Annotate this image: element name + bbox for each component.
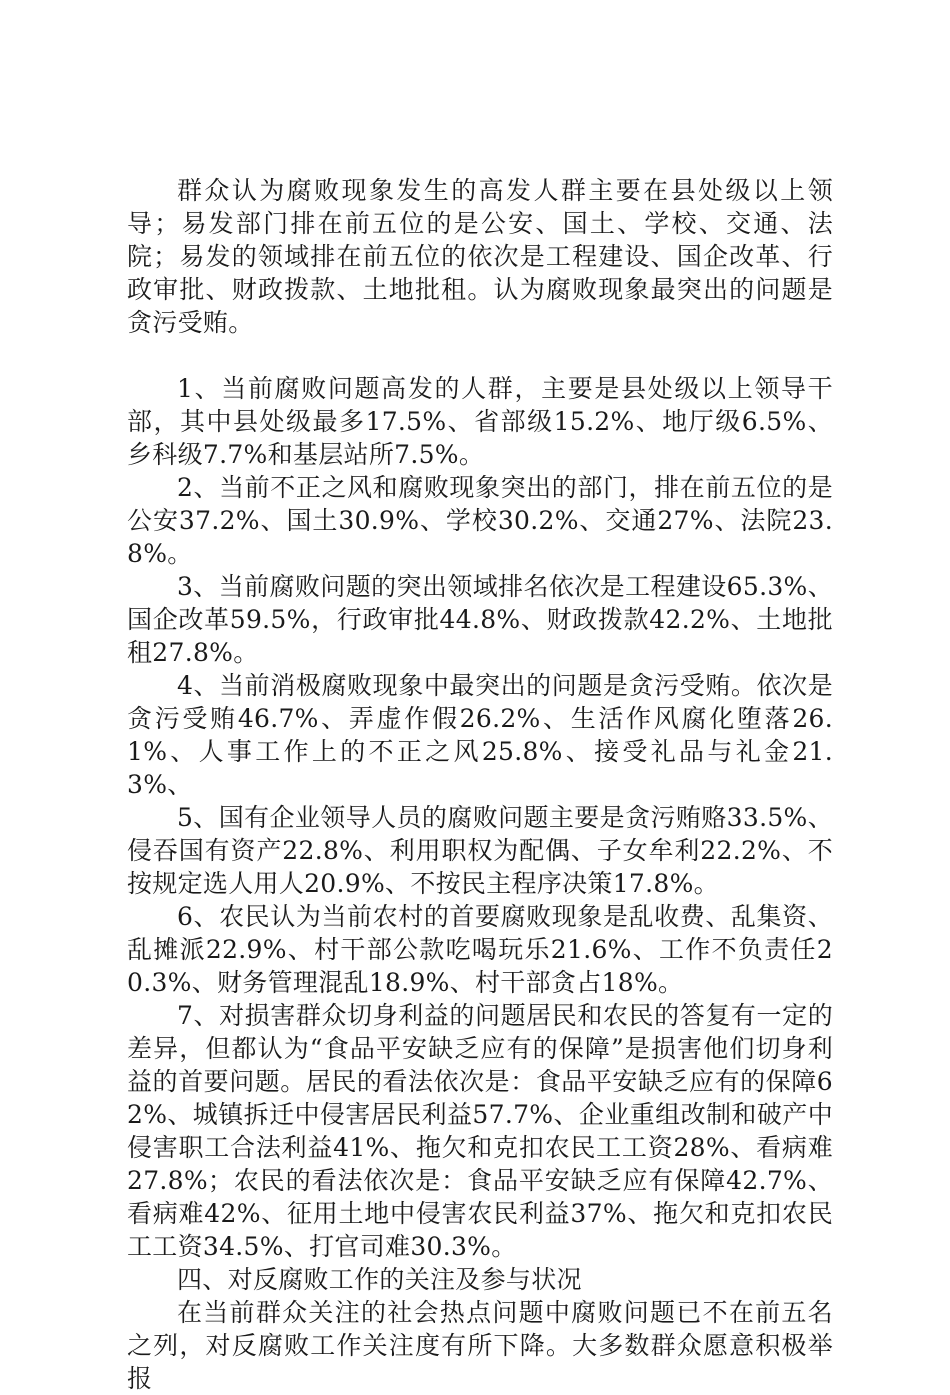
item-2-paragraph: 2、当前不正之风和腐败现象突出的部门，排在前五位的是公安37.2%、国土30.9%、学校30.2%、交通27%、法院23.8%。 (127, 473, 833, 568)
summary-paragraph: 群众认为腐败现象发生的高发人群主要在县处级以上领导；易发部门排在前五位的是公安、国土、学校、交通、法院；易发的领域排在前五位的依次是工程建设、国企改革、行政审批、财政拨款、土地批租。认为腐败现象最突出的问题是贪污受贿。 (127, 176, 833, 337)
item-7-paragraph: 7、对损害群众切身利益的问题居民和农民的答复有一定的差异，但都认为“食品平安缺乏应有的保障”是损害他们切身利益的首要问题。居民的看法依次是：食品平安缺乏应有的保障62%、城镇拆迁中侵害居民利益57.7%、企业重组改制和破产中侵害职工合法利益41%、拖欠和克扣农民工工资28%、看病难27.8%；农民的看法依次是：食品平安缺乏应有保障42.7%、看病难42%、征用土地中侵害农民利益37%、拖欠和克扣农民工工资34.5%、打官司难30.3%。 (127, 1001, 833, 1261)
closing-paragraph: 在当前群众关注的社会热点问题中腐败问题已不在前五名之列，对反腐败工作关注度有所下降。大多数群众愿意积极举报 (127, 1298, 833, 1393)
item-4-paragraph: 4、当前消极腐败现象中最突出的问题是贪污受贿。依次是贪污受贿46.7%、弄虚作假26.2%、生活作风腐化堕落26.1%、人事工作上的不正之风25.8%、接受礼品与礼金21.3%、 (127, 671, 833, 799)
item-5-paragraph: 5、国有企业领导人员的腐败问题主要是贪污贿赂33.5%、侵吞国有资产22.8%、利用职权为配偶、子女牟利22.2%、不按规定选人用人20.9%、不按民主程序决策17.8%。 (127, 803, 833, 898)
item-1-paragraph: 1、当前腐败问题高发的人群，主要是县处级以上领导干部，其中县处级最多17.5%、省部级15.2%、地厅级6.5%、乡科级7.7%和基层站所7.5%。 (127, 374, 833, 469)
section-heading: 四、对反腐败工作的关注及参与状况 (177, 1265, 582, 1294)
body-text (127, 174, 833, 1395)
item-3-paragraph: 3、当前腐败问题的突出领域排名依次是工程建设65.3%、国企改革59.5%，行政审批44.8%、财政拨款42.2%、土地批租27.8%。 (127, 572, 833, 667)
item-6-paragraph: 6、农民认为当前农村的首要腐败现象是乱收费、乱集资、乱摊派22.9%、村干部公款吃喝玩乐21.6%、工作不负责任20.3%、财务管理混乱18.9%、村干部贪占18%。 (127, 902, 833, 997)
